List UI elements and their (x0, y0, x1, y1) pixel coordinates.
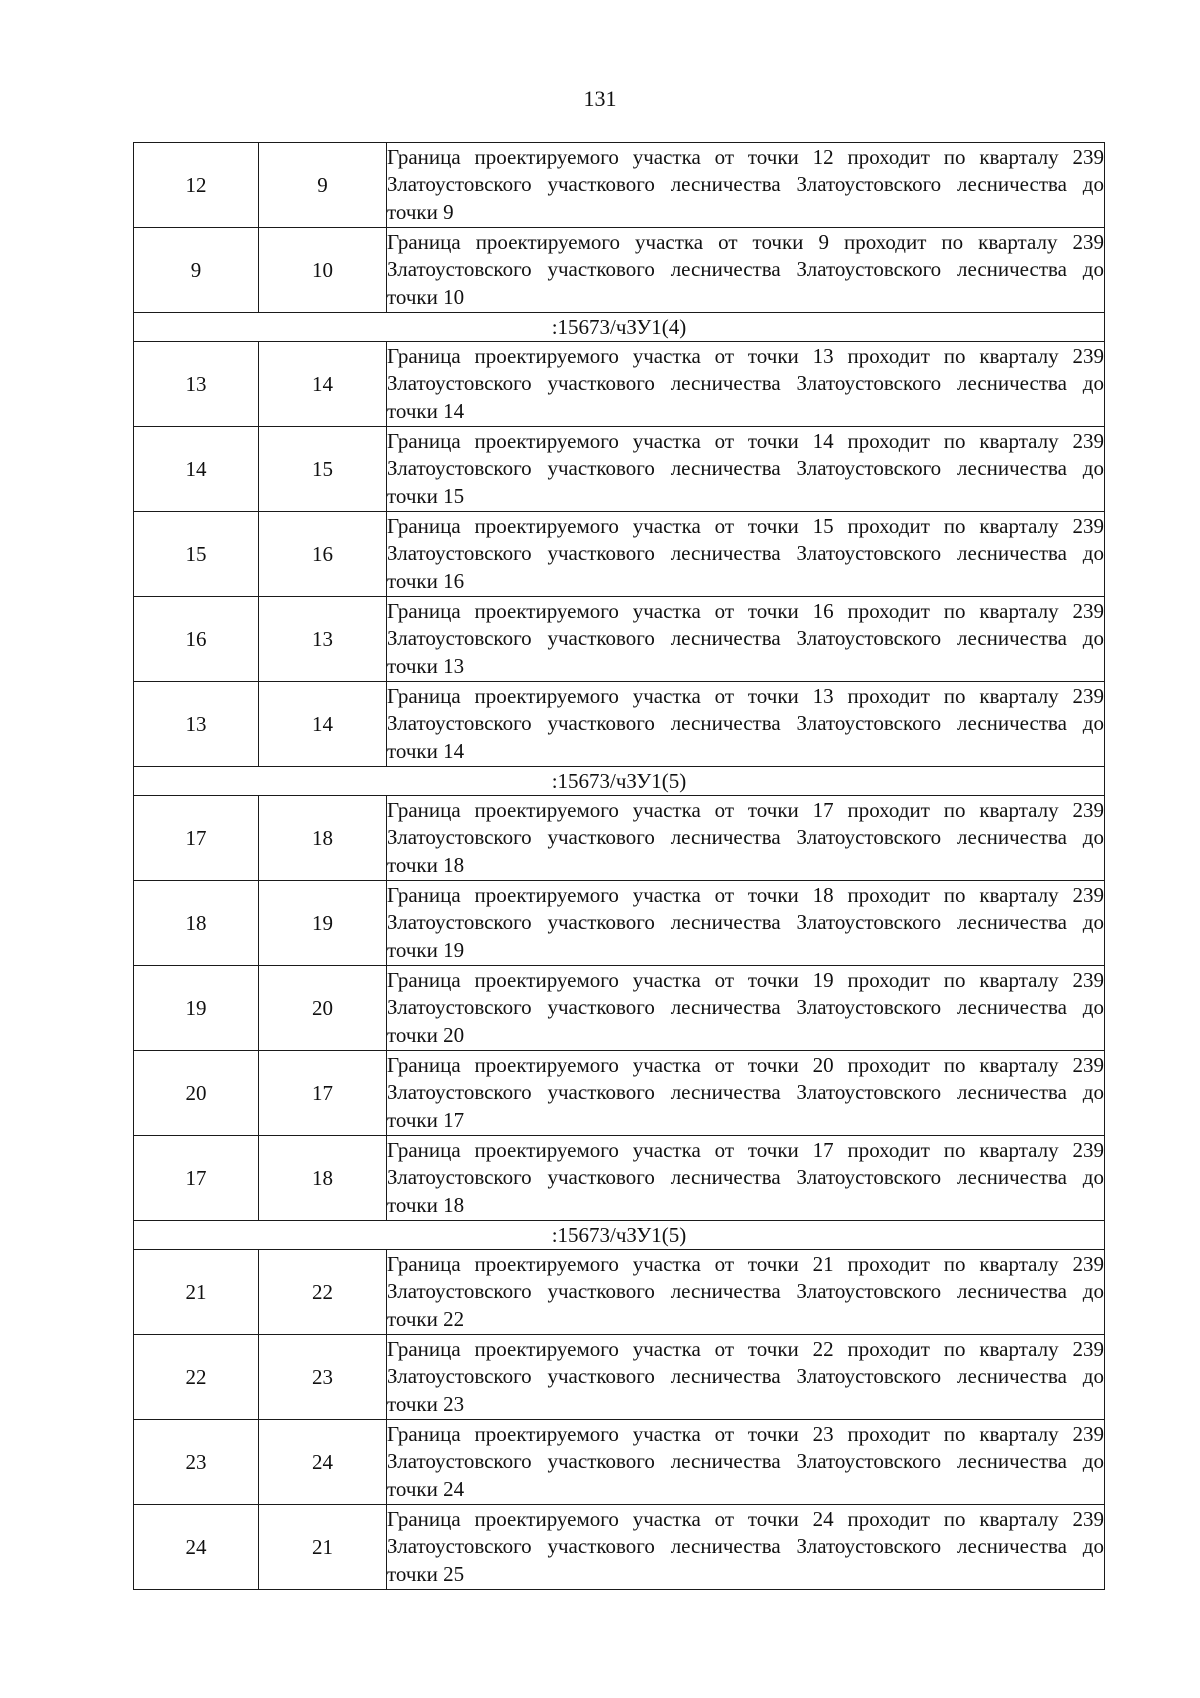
table-row (134, 966, 1105, 1051)
page-number: 131 (583, 86, 617, 111)
table-row (134, 1505, 1105, 1590)
to-point-cell: 18 (259, 1136, 387, 1221)
from-point-cell: 18 (134, 881, 259, 966)
to-point-cell: 21 (259, 1505, 387, 1590)
table-row (134, 1250, 1105, 1335)
table-body (134, 143, 1105, 1590)
table-row (134, 427, 1105, 512)
to-point-cell: 17 (259, 1051, 387, 1136)
boundary-description-cell: Граница проектируемого участка от точки 17 проходит по кварталу 239 Златоустовского участкового лесничества Златоустовского лесничества до точки 18 (387, 796, 1105, 881)
to-point-cell: 23 (259, 1335, 387, 1420)
to-point-cell: 10 (259, 228, 387, 313)
from-point-cell: 13 (134, 682, 259, 767)
boundary-description-cell: Граница проектируемого участка от точки 17 проходит по кварталу 239 Златоустовского участкового лесничества Златоустовского лесничества до точки 18 (387, 1136, 1105, 1221)
table-row (134, 1335, 1105, 1420)
from-point-cell: 9 (134, 228, 259, 313)
section-header-row (134, 313, 1105, 342)
to-point-cell: 18 (259, 796, 387, 881)
to-point-cell: 16 (259, 512, 387, 597)
to-point-cell: 14 (259, 342, 387, 427)
table-row (134, 342, 1105, 427)
boundary-description-cell: Граница проектируемого участка от точки 13 проходит по кварталу 239 Златоустовского участкового лесничества Златоустовского лесничества до точки 14 (387, 342, 1105, 427)
from-point-cell: 22 (134, 1335, 259, 1420)
boundary-description-cell: Граница проектируемого участка от точки 24 проходит по кварталу 239 Златоустовского участкового лесничества Златоустовского лесничества до точки 25 (387, 1505, 1105, 1590)
from-point-cell: 23 (134, 1420, 259, 1505)
to-point-cell: 24 (259, 1420, 387, 1505)
table-row (134, 1051, 1105, 1136)
section-header-row (134, 767, 1105, 796)
to-point-cell: 19 (259, 881, 387, 966)
boundary-description-cell: Граница проектируемого участка от точки 20 проходит по кварталу 239 Златоустовского участкового лесничества Златоустовского лесничества до точки 17 (387, 1051, 1105, 1136)
table-row (134, 512, 1105, 597)
to-point-cell: 15 (259, 427, 387, 512)
from-point-cell: 14 (134, 427, 259, 512)
boundary-description-cell: Граница проектируемого участка от точки 15 проходит по кварталу 239 Златоустовского участкового лесничества Златоустовского лесничества до точки 16 (387, 512, 1105, 597)
section-header-cell: :15673/чЗУ1(5) (134, 767, 1105, 796)
table-row (134, 796, 1105, 881)
to-point-cell: 22 (259, 1250, 387, 1335)
from-point-cell: 19 (134, 966, 259, 1051)
table-row (134, 1136, 1105, 1221)
boundary-description-cell: Граница проектируемого участка от точки 12 проходит по кварталу 239 Златоустовского участкового лесничества Златоустовского лесничества до точки 9 (387, 143, 1105, 228)
from-point-cell: 16 (134, 597, 259, 682)
from-point-cell: 17 (134, 1136, 259, 1221)
boundary-description-cell: Граница проектируемого участка от точки 9 проходит по кварталу 239 Златоустовского участкового лесничества Златоустовского лесничества до точки 10 (387, 228, 1105, 313)
boundary-description-cell: Граница проектируемого участка от точки 16 проходит по кварталу 239 Златоустовского участкового лесничества Златоустовского лесничества до точки 13 (387, 597, 1105, 682)
boundary-description-cell: Граница проектируемого участка от точки 21 проходит по кварталу 239 Златоустовского участкового лесничества Златоустовского лесничества до точки 22 (387, 1250, 1105, 1335)
from-point-cell: 17 (134, 796, 259, 881)
from-point-cell: 20 (134, 1051, 259, 1136)
table-row (134, 228, 1105, 313)
to-point-cell: 20 (259, 966, 387, 1051)
boundary-description-cell: Граница проектируемого участка от точки 22 проходит по кварталу 239 Златоустовского участкового лесничества Златоустовского лесничества до точки 23 (387, 1335, 1105, 1420)
from-point-cell: 12 (134, 143, 259, 228)
from-point-cell: 24 (134, 1505, 259, 1590)
boundary-description-cell: Граница проектируемого участка от точки 13 проходит по кварталу 239 Златоустовского участкового лесничества Златоустовского лесничества до точки 14 (387, 682, 1105, 767)
to-point-cell: 14 (259, 682, 387, 767)
to-point-cell: 9 (259, 143, 387, 228)
boundary-description-table (133, 142, 1105, 1590)
table-row (134, 597, 1105, 682)
to-point-cell: 13 (259, 597, 387, 682)
section-header-cell: :15673/чЗУ1(4) (134, 313, 1105, 342)
from-point-cell: 21 (134, 1250, 259, 1335)
from-point-cell: 13 (134, 342, 259, 427)
boundary-description-cell: Граница проектируемого участка от точки 14 проходит по кварталу 239 Златоустовского участкового лесничества Златоустовского лесничества до точки 15 (387, 427, 1105, 512)
boundary-description-cell: Граница проектируемого участка от точки 19 проходит по кварталу 239 Златоустовского участкового лесничества Златоустовского лесничества до точки 20 (387, 966, 1105, 1051)
section-header-cell: :15673/чЗУ1(5) (134, 1221, 1105, 1250)
table-row (134, 682, 1105, 767)
table-row (134, 143, 1105, 228)
boundary-description-cell: Граница проектируемого участка от точки 23 проходит по кварталу 239 Златоустовского участкового лесничества Златоустовского лесничества до точки 24 (387, 1420, 1105, 1505)
table-row (134, 1420, 1105, 1505)
boundary-description-cell: Граница проектируемого участка от точки 18 проходит по кварталу 239 Златоустовского участкового лесничества Златоустовского лесничества до точки 19 (387, 881, 1105, 966)
from-point-cell: 15 (134, 512, 259, 597)
table-row (134, 881, 1105, 966)
section-header-row (134, 1221, 1105, 1250)
